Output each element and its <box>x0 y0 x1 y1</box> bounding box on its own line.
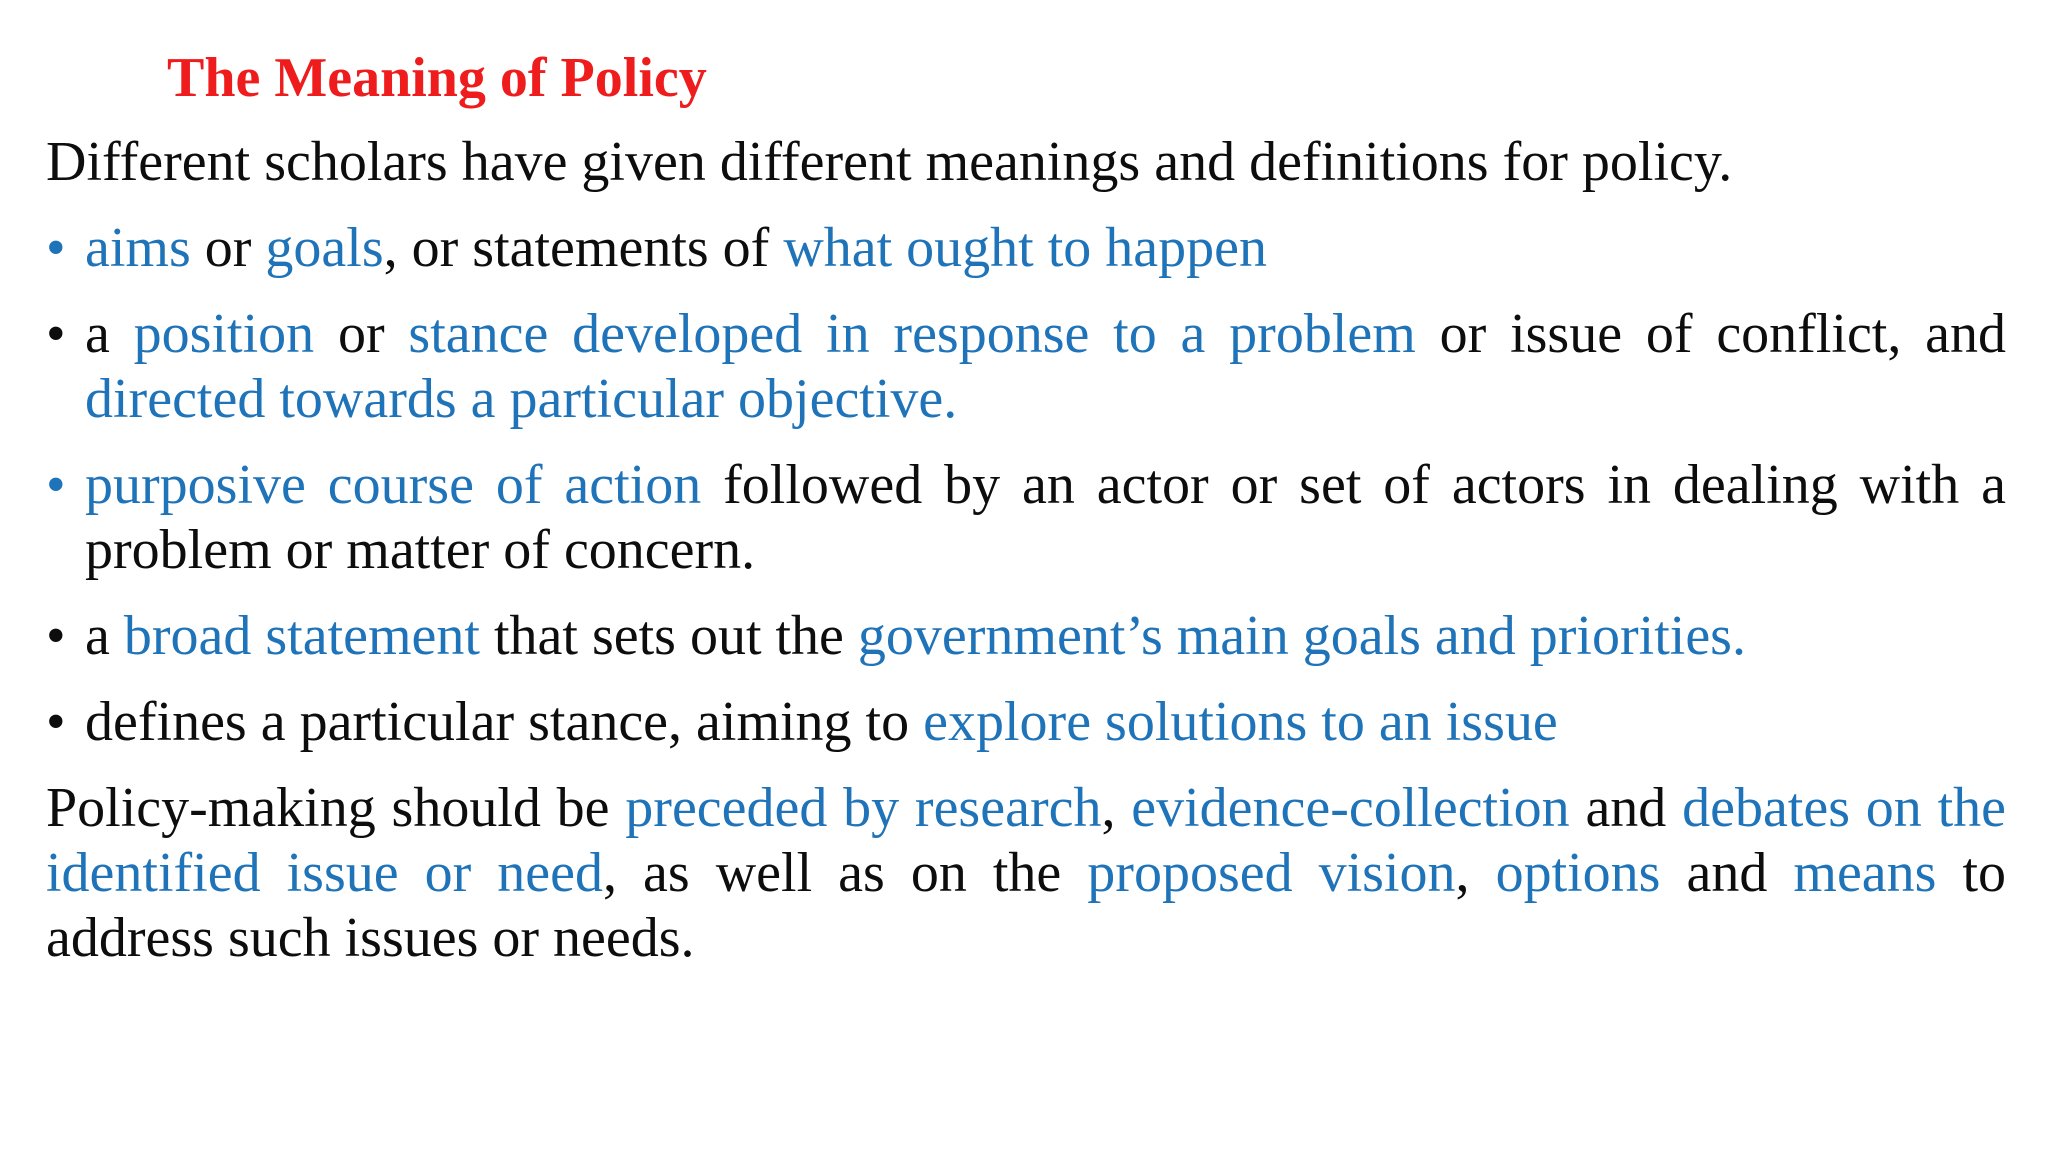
bullet-icon: • <box>46 217 66 279</box>
text-phrase: a <box>85 303 134 365</box>
text-phrase: that sets out the <box>479 605 858 667</box>
definition-item <box>46 302 2006 432</box>
highlighted-phrase: evidence-collection <box>1131 777 1570 839</box>
text-phrase: and <box>1569 777 1683 839</box>
text-phrase: defines a particular stance, aiming to <box>85 691 924 753</box>
text-phrase: , or statements of <box>383 217 784 279</box>
text-phrase: followed by an actor or set of actors in dealing with a problem or matter of concern. <box>85 454 2006 581</box>
highlighted-phrase: options <box>1495 842 1661 904</box>
closing-paragraph <box>46 776 2006 971</box>
highlighted-phrase: what ought to happen <box>783 217 1268 279</box>
highlighted-phrase: purposive course of action <box>85 454 702 516</box>
text-phrase: or <box>314 303 409 365</box>
bullet-icon: • <box>46 691 66 753</box>
highlighted-phrase: means <box>1793 842 1937 904</box>
highlighted-phrase: directed towards a particular objective. <box>85 368 958 430</box>
definition-item <box>46 690 2006 755</box>
text-phrase: and <box>1660 842 1794 904</box>
text-phrase: to address such issues or needs. <box>46 842 2007 969</box>
highlighted-phrase: proposed vision <box>1087 842 1456 904</box>
highlighted-phrase: preceded by research <box>625 777 1102 839</box>
text-phrase: a <box>85 605 124 667</box>
bullet-icon: • <box>46 454 66 516</box>
text-phrase: or issue of conflict, and <box>1415 303 2007 365</box>
highlighted-phrase: government’s main goals and priorities. <box>857 605 1746 667</box>
bullet-icon: • <box>46 605 66 667</box>
highlighted-phrase: aims <box>85 217 191 279</box>
highlighted-phrase: position <box>133 303 315 365</box>
bullet-icon: • <box>46 303 66 365</box>
text-phrase: Policy-making should be <box>46 777 626 839</box>
highlighted-phrase: debates on the identified issue or need <box>46 777 2006 904</box>
intro-text: Different scholars have given different meanings and definitions for policy. <box>46 131 1733 193</box>
text-phrase: , <box>1101 777 1132 839</box>
highlighted-phrase: stance developed in response to a problem <box>408 303 1416 365</box>
text-phrase: or <box>190 217 266 279</box>
text-phrase: , <box>1455 842 1496 904</box>
highlighted-phrase: explore solutions to an issue <box>923 691 1558 753</box>
definition-item <box>46 604 2006 669</box>
slide-content <box>46 130 2006 971</box>
highlighted-phrase: goals <box>265 217 384 279</box>
text-phrase: , as well as on the <box>603 842 1088 904</box>
slide-title: The Meaning of Policy <box>167 47 707 109</box>
definition-list <box>46 216 2006 755</box>
highlighted-phrase: broad statement <box>123 605 480 667</box>
definition-item <box>46 216 2006 281</box>
definition-item <box>46 453 2006 583</box>
